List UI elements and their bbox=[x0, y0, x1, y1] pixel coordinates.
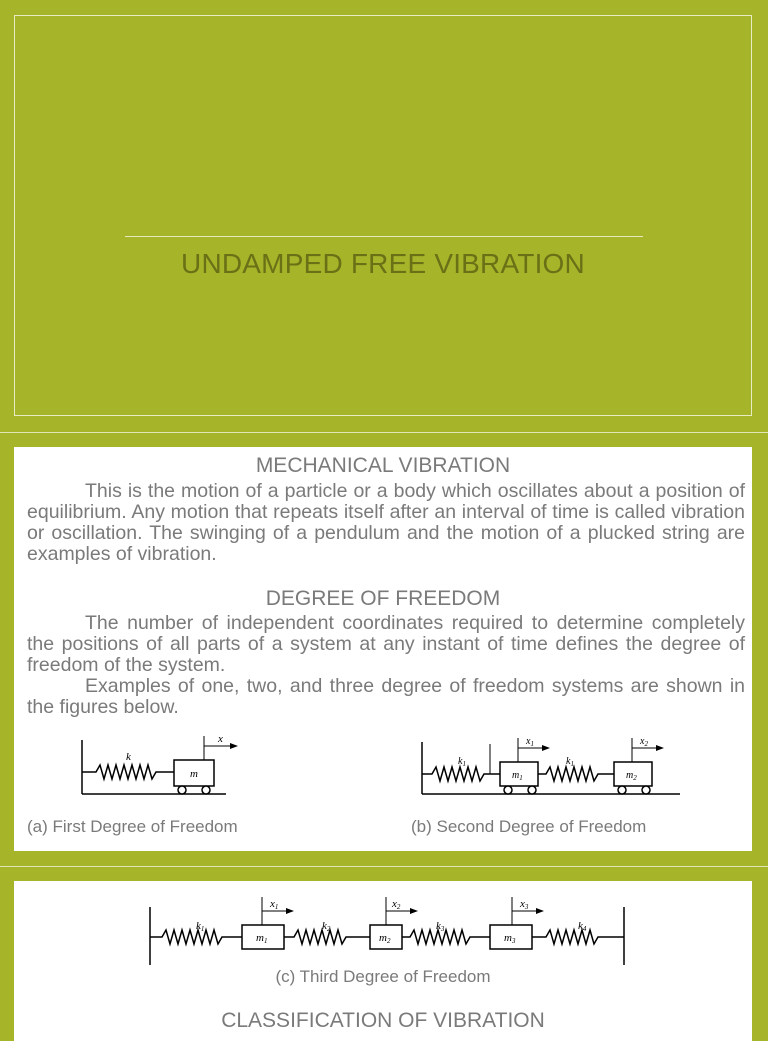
displacement-1-label bbox=[525, 736, 534, 748]
slide-separator bbox=[0, 866, 768, 867]
subscript: 1 bbox=[519, 774, 523, 782]
subscript: 2 bbox=[644, 740, 648, 748]
title-slide bbox=[14, 15, 752, 416]
content-slide-2 bbox=[14, 881, 752, 1041]
paragraph-text: Examples of one, two, and three degree of freedom systems are shown in the figures below. bbox=[27, 675, 745, 718]
spring-4-label bbox=[578, 920, 587, 933]
spring-1-label bbox=[196, 920, 204, 933]
figure-three-dof bbox=[146, 891, 628, 971]
symbol: x bbox=[526, 736, 531, 747]
spring-2-label bbox=[566, 756, 574, 768]
slide-title: UNDAMPED FREE VIBRATION bbox=[181, 248, 585, 279]
symbol: k bbox=[322, 920, 327, 932]
title-divider bbox=[125, 236, 643, 237]
subscript: 1 bbox=[263, 937, 268, 945]
spring-1-label bbox=[458, 756, 466, 768]
symbol: x bbox=[270, 898, 275, 910]
slide-separator bbox=[0, 432, 768, 433]
heading-mechanical-vibration: MECHANICAL VIBRATION bbox=[255, 454, 511, 477]
symbol: k bbox=[458, 756, 463, 767]
symbol: k bbox=[196, 920, 201, 932]
symbol: m bbox=[256, 932, 264, 944]
displacement-2-label bbox=[391, 898, 401, 911]
subscript: 4 bbox=[582, 925, 587, 933]
symbol: k bbox=[566, 756, 571, 767]
symbol: x bbox=[640, 736, 645, 747]
spring-2-label bbox=[322, 920, 331, 933]
displacement-1-label bbox=[269, 898, 278, 911]
caption-third-dof: (c) Third Degree of Freedom bbox=[275, 967, 491, 986]
displacement-3-label bbox=[519, 898, 529, 911]
subscript: 3 bbox=[511, 937, 516, 945]
symbol: m bbox=[512, 770, 520, 781]
figure-two-dof bbox=[418, 732, 688, 798]
caption-first-dof: (a) First Degree of Freedom bbox=[27, 817, 238, 836]
symbol: m bbox=[379, 932, 387, 944]
symbol: k bbox=[436, 920, 441, 932]
figure-one-dof bbox=[78, 732, 238, 798]
symbol: x bbox=[520, 898, 525, 910]
spring-3-label bbox=[436, 920, 445, 933]
paragraph-text: The number of independent coordinates required to determine completely the positions of all parts of a system at any instant of time defines the degree of freedom of the system. bbox=[27, 612, 745, 676]
subscript: 2 bbox=[396, 903, 401, 911]
displacement-label: x bbox=[218, 733, 223, 745]
subscript: 1 bbox=[274, 903, 279, 911]
paragraph-vibration-definition bbox=[27, 481, 745, 565]
subscript: 2 bbox=[386, 937, 391, 945]
displacement-2-label bbox=[639, 736, 648, 748]
symbol: m bbox=[626, 770, 634, 781]
subscript: 1 bbox=[462, 760, 466, 768]
subscript: 1 bbox=[530, 740, 534, 748]
content-slide-1 bbox=[14, 447, 752, 851]
symbol: x bbox=[392, 898, 397, 910]
caption-second-dof: (b) Second Degree of Freedom bbox=[411, 817, 647, 836]
subscript: 2 bbox=[326, 925, 331, 933]
spring-label: k bbox=[126, 751, 131, 763]
paragraph-text: This is the motion of a particle or a body which oscillates about a position of equilibrium. Any motion that repeats itself after an interval of time is called vibration or oscillation. The swinging of a pendulum and the motion of a plucked string are examples of vibration. bbox=[27, 480, 745, 565]
subscript: 3 bbox=[440, 925, 445, 933]
paragraph-dof-definition bbox=[27, 613, 745, 718]
mass-label: m bbox=[190, 768, 198, 780]
heading-degree-of-freedom: DEGREE OF FREEDOM bbox=[265, 587, 501, 610]
subscript: 1 bbox=[200, 925, 205, 933]
subscript: 3 bbox=[524, 903, 529, 911]
subscript: 2 bbox=[633, 774, 637, 782]
subscript: 1 bbox=[570, 760, 574, 768]
heading-classification-of-vibration: CLASSIFICATION OF VIBRATION bbox=[221, 1009, 545, 1032]
symbol: k bbox=[578, 920, 583, 932]
symbol: m bbox=[504, 932, 512, 944]
